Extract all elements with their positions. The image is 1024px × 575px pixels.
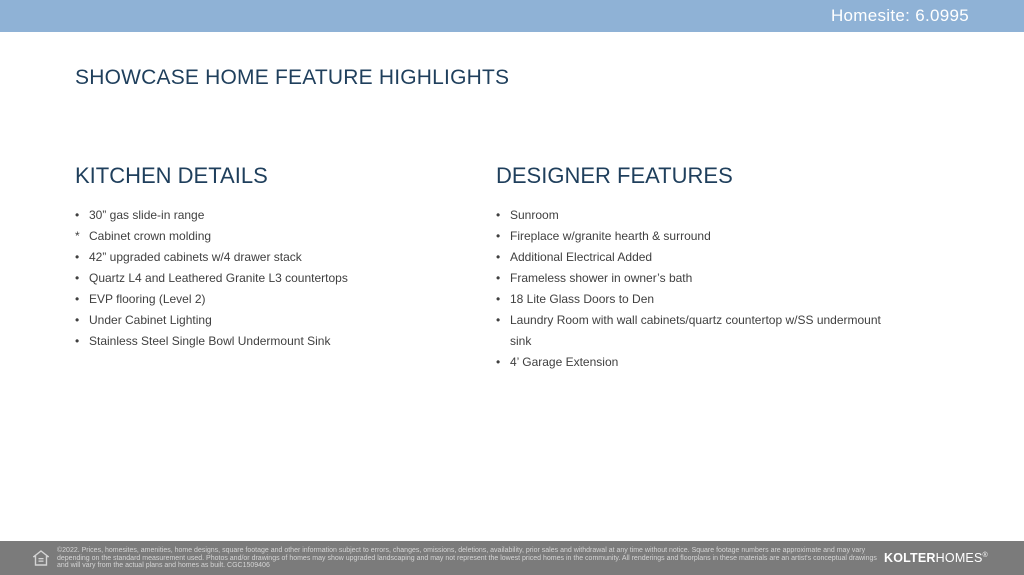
brand-bold: KOLTER (884, 551, 936, 565)
list-item-text: 42” upgraded cabinets w/4 drawer stack (89, 250, 302, 264)
list-item-text: EVP flooring (Level 2) (89, 292, 206, 306)
bullet-marker: • (75, 292, 80, 306)
bullet-marker: • (496, 229, 501, 243)
list-item-text: Frameless shower in owner’s bath (510, 271, 693, 285)
list-item (75, 289, 435, 310)
bullet-marker: • (496, 208, 501, 222)
list-item (496, 310, 886, 352)
bullet-marker: * (75, 229, 80, 243)
kolter-homes-logo (884, 551, 988, 565)
bullet-marker: • (75, 250, 80, 264)
homesite-label: Homesite: 6.0995 (830, 6, 969, 25)
bullet-marker: • (75, 313, 80, 327)
list-item-text: Fireplace w/granite hearth & surround (510, 229, 711, 243)
bullet-marker: • (496, 313, 501, 327)
brand-thin: HOMES (935, 551, 983, 565)
equal-housing-icon (33, 550, 49, 566)
bullet-marker: • (496, 271, 501, 285)
designer-heading: DESIGNER FEATURES (496, 163, 733, 188)
list-item-text: Under Cabinet Lighting (89, 313, 212, 327)
list-item-text: Cabinet crown molding (89, 229, 212, 243)
kitchen-heading: KITCHEN DETAILS (75, 163, 268, 188)
bullet-marker: • (75, 271, 80, 285)
list-item (75, 205, 435, 226)
list-item-text: Laundry Room with wall cabinets/quartz countertop w/SS undermount sink (510, 313, 881, 348)
registered-mark: ® (982, 551, 988, 559)
list-item (75, 226, 435, 247)
list-item (75, 268, 435, 289)
legal-disclaimer: ©2022. Prices, homesites, amenities, home designs, square footage and other information subject to errors, changes, omissions, deletions, availability, prior sales and withdrawal at any time without notice. Square footage numbers are approximate and may vary depending on the standard measurement used. Photos and/or drawings of homes may show upgraded landscaping and may not represent the lowest priced homes in the community. All renderings and floorplans in these materials are an artist's conceptual drawings and will vary from the actual plans and homes as built. CGC1509406 (57, 547, 877, 569)
list-item-text: 30” gas slide-in range (89, 208, 205, 222)
top-bar (0, 0, 1024, 32)
list-item (496, 268, 886, 289)
list-item-text: Stainless Steel Single Bowl Undermount Sink (89, 334, 331, 348)
footer (0, 541, 1024, 575)
list-item-text: Quartz L4 and Leathered Granite L3 countertops (89, 271, 348, 285)
bullet-marker: • (496, 250, 501, 264)
list-item (496, 289, 886, 310)
list-item (75, 247, 435, 268)
designer-list (496, 205, 886, 373)
list-item (75, 310, 435, 331)
list-item-text: Additional Electrical Added (510, 250, 653, 264)
list-item (496, 205, 886, 226)
bullet-marker: • (496, 292, 501, 306)
list-item-text: 4’ Garage Extension (510, 355, 619, 369)
bullet-marker: • (496, 355, 501, 369)
page-title: SHOWCASE HOME FEATURE HIGHLIGHTS (75, 66, 510, 89)
list-item-text: Sunroom (510, 208, 559, 222)
list-item-text: 18 Lite Glass Doors to Den (510, 292, 655, 306)
list-item (496, 352, 886, 373)
list-item (75, 331, 435, 352)
bullet-marker: • (75, 208, 80, 222)
list-item (496, 226, 886, 247)
kitchen-list (75, 205, 435, 352)
bullet-marker: • (75, 334, 80, 348)
list-item (496, 247, 886, 268)
